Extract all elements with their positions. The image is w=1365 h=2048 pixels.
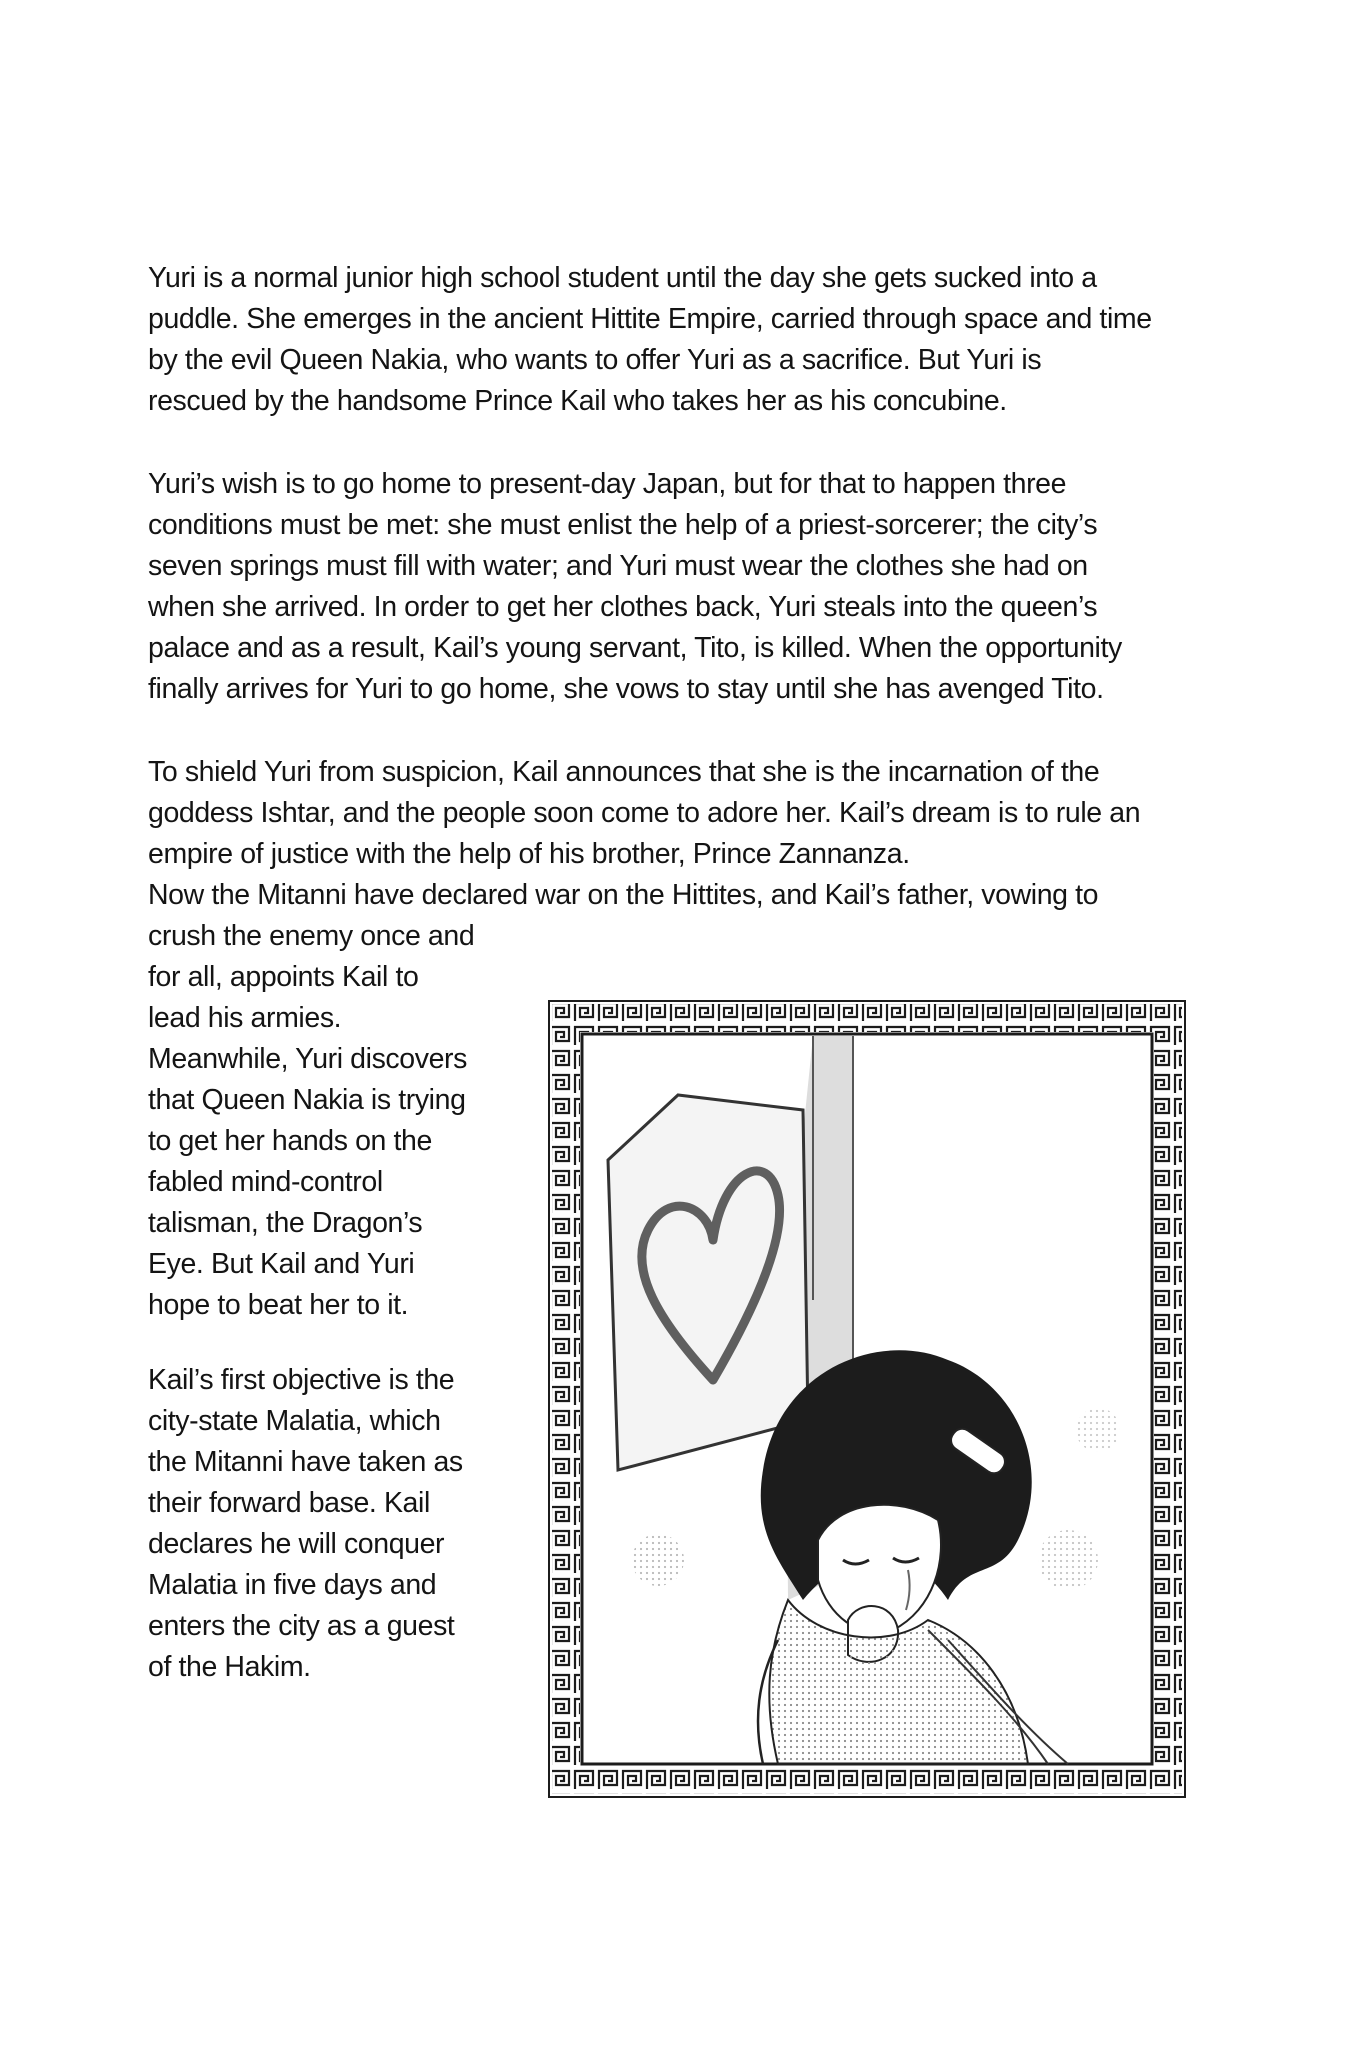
text-line: the Mitanni have taken as: [148, 1446, 463, 1478]
paragraph-4: [148, 1360, 463, 1688]
text-line: puddle. She emerges in the ancient Hittite Empire, carried through space and time: [148, 303, 1152, 335]
text-line: conditions must be met: she must enlist the help of a priest-sorcerer; the city’s: [148, 509, 1098, 541]
text-line: talisman, the Dragon’s: [148, 1207, 423, 1239]
paragraph-1: [148, 258, 1152, 422]
paragraph-2: [148, 464, 1122, 710]
text-line: when she arrived. In order to get her clothes back, Yuri steals into the queen’s: [148, 591, 1098, 623]
text-line: to get her hands on the: [148, 1125, 432, 1157]
text-line: Yuri is a normal junior high school student until the day she gets sucked into a: [148, 262, 1097, 294]
text-line: Eye. But Kail and Yuri: [148, 1248, 415, 1280]
illustration-frame: [548, 1000, 1186, 1798]
text-line: palace and as a result, Kail’s young servant, Tito, is killed. When the opportunity: [148, 632, 1122, 664]
text-line: fabled mind-control: [148, 1166, 383, 1198]
text-line: declares he will conquer: [148, 1528, 445, 1560]
text-line: by the evil Queen Nakia, who wants to offer Yuri as a sacrifice. But Yuri is: [148, 344, 1042, 376]
text-line: Meanwhile, Yuri discovers: [148, 1043, 467, 1075]
text-line: enters the city as a guest: [148, 1610, 455, 1642]
text-line: of the Hakim.: [148, 1651, 311, 1683]
text-line: that Queen Nakia is trying: [148, 1084, 466, 1116]
manga-illustration: [548, 1000, 1186, 1798]
text-line: Yuri’s wish is to go home to present-day Japan, but for that to happen three: [148, 468, 1067, 500]
text-line: rescued by the handsome Prince Kail who takes her as his concubine.: [148, 385, 1007, 417]
text-line: empire of justice with the help of his brother, Prince Zannanza.: [148, 838, 910, 870]
text-line: crush the enemy once and: [148, 920, 475, 952]
text-line: lead his armies.: [148, 1002, 342, 1034]
text-line: for all, appoints Kail to: [148, 961, 419, 993]
text-line: city-state Malatia, which: [148, 1405, 441, 1437]
text-line: Now the Mitanni have declared war on the Hittites, and Kail’s father, vowing to: [148, 879, 1099, 911]
text-line: finally arrives for Yuri to go home, she vows to stay until she has avenged Tito.: [148, 673, 1104, 705]
text-line: hope to beat her to it.: [148, 1289, 409, 1321]
text-line: goddess Ishtar, and the people soon come to adore her. Kail’s dream is to rule an: [148, 797, 1141, 829]
text-line: seven springs must fill with water; and Yuri must wear the clothes she had on: [148, 550, 1088, 582]
text-line: their forward base. Kail: [148, 1487, 430, 1519]
text-line: To shield Yuri from suspicion, Kail announces that she is the incarnation of the: [148, 756, 1100, 788]
text-line: Malatia in five days and: [148, 1569, 437, 1601]
text-line: Kail’s first objective is the: [148, 1364, 455, 1396]
